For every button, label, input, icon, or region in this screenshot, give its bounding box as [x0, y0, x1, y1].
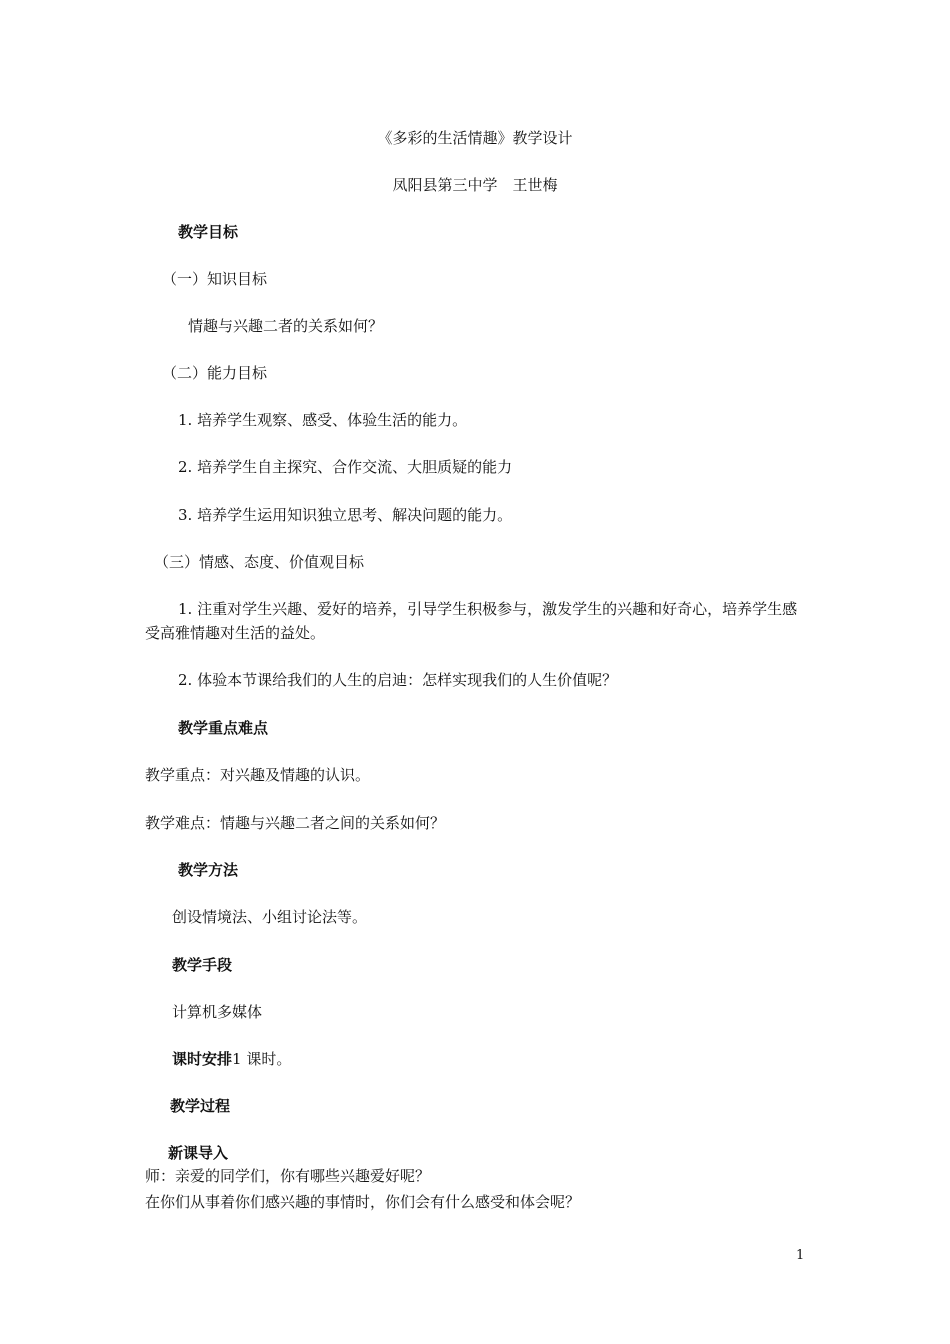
- ability-item: 2. 培养学生自主探究、合作交流、大胆质疑的能力: [178, 458, 513, 476]
- document-author: 凤阳县第三中学 王世梅: [392, 176, 558, 194]
- heading-method: 教学方法: [178, 861, 239, 879]
- heading-process: 教学过程: [170, 1097, 231, 1115]
- intro-line: 在你们从事着你们感兴趣的事情时，你们会有什么感受和体会呢？: [145, 1193, 581, 1211]
- heading-intro: 新课导入: [168, 1144, 229, 1162]
- ability-item: 3. 培养学生运用知识独立思考、解决问题的能力。: [178, 506, 513, 524]
- schedule-text: 1 课时。: [232, 1050, 292, 1068]
- heading-emotion: （三）情感、态度、价值观目标: [154, 553, 365, 571]
- heading-ability: （二）能力目标: [162, 364, 268, 382]
- difficulty-text: 教学难点：情趣与兴趣二者之间的关系如何？: [145, 814, 446, 832]
- heading-keypoints: 教学重点难点: [178, 719, 269, 737]
- schedule-line: [172, 1049, 291, 1069]
- ability-item: 1. 培养学生观察、感受、体验生活的能力。: [178, 411, 468, 429]
- heading-knowledge: （一）知识目标: [162, 270, 268, 288]
- intro-line: 师：亲爱的同学们，你有哪些兴趣爱好呢？: [145, 1167, 431, 1185]
- emotion-item: 1. 注重对学生兴趣、爱好的培养，引导学生积极参与，激发学生的兴趣和好奇心，培养学生感受高雅情趣对生活的益处。: [145, 600, 798, 642]
- heading-schedule: 课时安排: [172, 1050, 233, 1068]
- means-text: 计算机多媒体: [172, 1003, 263, 1021]
- keypoint-text: 教学重点：对兴趣及情趣的认识。: [145, 766, 371, 784]
- heading-objectives: 教学目标: [178, 223, 239, 241]
- knowledge-item: 情趣与兴趣二者的关系如何？: [188, 317, 384, 335]
- emotion-item: 2. 体验本节课给我们的人生的启迪：怎样实现我们的人生价值呢？: [178, 671, 618, 689]
- heading-means: 教学手段: [172, 956, 233, 974]
- document-title: 《多彩的生活情趣》教学设计: [377, 129, 573, 147]
- page-number: 1: [796, 1248, 805, 1263]
- method-text: 创设情境法、小组讨论法等。: [172, 908, 368, 926]
